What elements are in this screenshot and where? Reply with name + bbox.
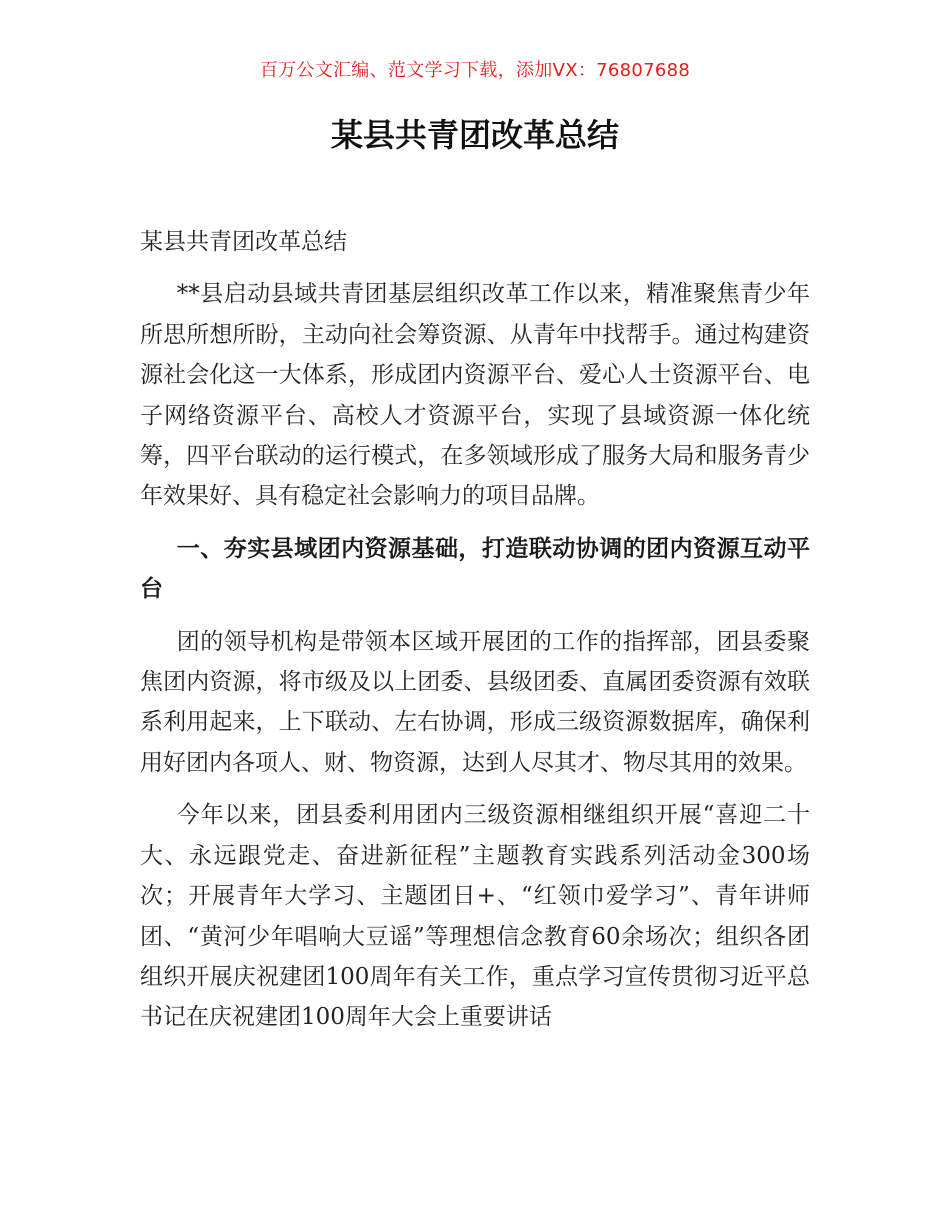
lead-line: 某县共青团改革总结 <box>140 229 347 255</box>
paragraph-activities: 今年以来，团县委利用团内三级资源相继组织开展“喜迎二十大、永远跟党走、奋进新征程”主题教育实践系列活动金300场次；开展青年大学习、主题团日+、“红领巾爱学习”、青年讲师团、“黄河少年唱响大豆谣”等理想信念教育60余场次；组织各团组织开展庆祝建团100周年有关工作，重点学习宣传贯彻习近平总书记在庆祝建团100周年大会上重要讲话 <box>140 802 810 1031</box>
paragraph-intro: **县启动县域共青团基层组织改革工作以来，精准聚焦青少年所思所想所盼，主动向社会筹资源、从青年中找帮手。通过构建资源社会化这一大体系，形成团内资源平台、爱心人士资源平台、电子网络资源平台、高校人才资源平台，实现了县域资源一体化统筹，四平台联动的运行模式，在多领域形成了服务大局和服务青少年效果好、具有稳定社会影响力的项目品牌。 <box>140 281 810 510</box>
document-title: 某县共青团改革总结 <box>330 116 619 154</box>
paragraph-leadership: 团的领导机构是带领本区域开展团的工作的指挥部，团县委聚焦团内资源，将市级及以上团委、县级团委、直属团委资源有效联系利用起来，上下联动、左右协调，形成三级资源数据库，确保利用好团内各项人、财、物资源，达到人尽其才、物尽其用的效果。 <box>140 628 810 776</box>
watermark-banner: 百万公文汇编、范文学习下载，添加VX：76807688 <box>259 60 691 81</box>
document-body <box>140 222 810 1050</box>
section-heading-1: 一、夯实县域团内资源基础，打造联动协调的团内资源互动平台 <box>140 535 810 603</box>
